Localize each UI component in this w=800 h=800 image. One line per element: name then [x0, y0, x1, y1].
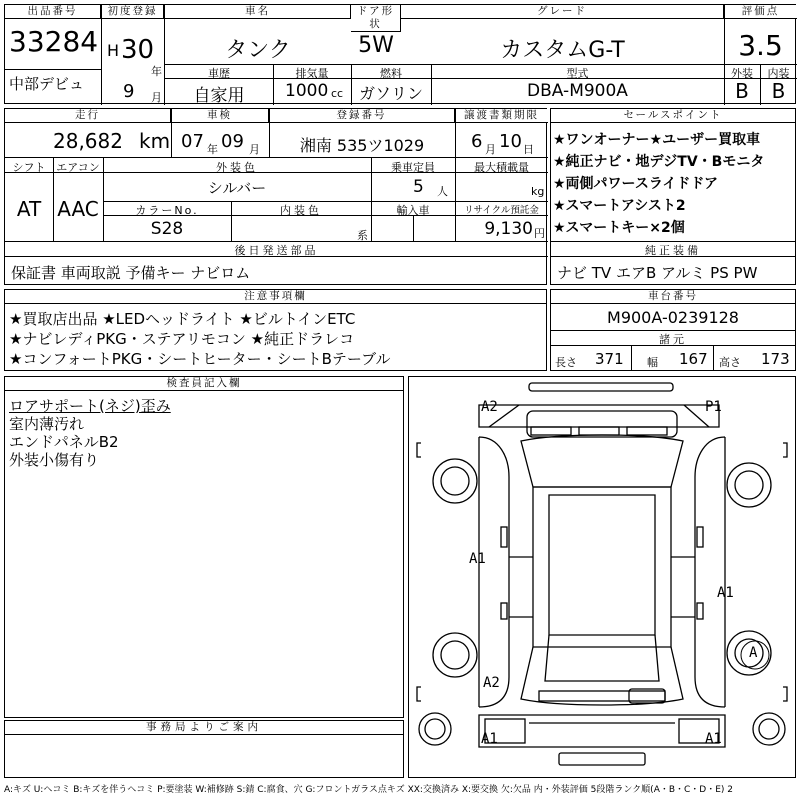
capacity-label: 乗車定員 — [391, 161, 435, 174]
width-label: 幅 — [647, 356, 658, 369]
int-grade: B — [771, 79, 786, 103]
recycle-label: リサイクル預託金 — [464, 205, 539, 216]
reg-month: 9 — [123, 81, 135, 102]
notes-line-1: ★買取店出品 ★LEDヘッドライト ★ビルトインETC — [9, 310, 356, 328]
plate: 湘南 535ツ1029 — [299, 136, 425, 155]
damage-label-p1: P1 — [705, 399, 722, 415]
car-outline-diagram — [409, 377, 795, 777]
damage-label-a1-bottom-right: A1 — [705, 731, 722, 747]
history-label: 車歴 — [208, 67, 230, 80]
chassis-number: M900A-0239128 — [607, 308, 739, 327]
inspector-line-4: 外装小傷有り — [9, 451, 100, 469]
mileage: 28,682 — [53, 129, 123, 153]
grade: カスタムG-T — [500, 38, 625, 63]
mileage-unit: km — [139, 129, 171, 153]
lot-number: 33284 — [9, 25, 99, 58]
reg-year: 30 — [121, 35, 155, 65]
capacity: 5 — [413, 177, 424, 197]
shaken-label: 車検 — [171, 109, 269, 123]
color-no: S28 — [150, 219, 184, 239]
damage-label-a2-rear: A2 — [483, 675, 500, 691]
capacity-unit: 人 — [437, 185, 448, 198]
ext-label: 外装 — [731, 67, 753, 80]
first-reg-label: 初度登録 — [102, 5, 164, 19]
shift-label: シフト — [12, 161, 46, 174]
shaken-year: 07 — [181, 131, 204, 152]
legend-text: A:キズ U:ヘコミ B:キズを伴うヘコミ P:要塗装 W:補修跡 S:錆 C:腐食、穴 G:フロントガラス点キズ XX:交換済み X:要交換 欠:欠品 内・外装評価 5段階ランク順(A・B・C・D・E) 2 — [4, 785, 734, 795]
door-type: 5W — [358, 33, 394, 58]
recycle-unit: 円 — [534, 227, 545, 240]
model-code: DBA-M900A — [527, 81, 628, 101]
transfer-day: 10 — [499, 131, 522, 152]
car-name: タンク — [225, 38, 291, 63]
recycle: 9,130 — [484, 219, 533, 239]
car-diagram — [408, 376, 796, 778]
disp-label: 排気量 — [295, 67, 329, 80]
mileage-label: 走行 — [5, 109, 171, 123]
door-label: ドア形状 — [351, 5, 401, 32]
width: 167 — [679, 350, 708, 368]
inspector-label: 検査員記入欄 — [5, 377, 403, 391]
transfer-day-unit: 日 — [523, 143, 534, 156]
chassis-block — [550, 289, 796, 371]
fuel: ガソリン — [358, 84, 423, 103]
vehicle-info-block — [4, 108, 547, 285]
height: 173 — [761, 350, 790, 368]
transfer-month: 6 — [471, 131, 483, 152]
ac: AAC — [57, 197, 99, 221]
office-block — [4, 720, 404, 778]
score: 3.5 — [738, 29, 783, 62]
sales-line-1: ★ワンオーナー★ユーザー買取車 — [553, 132, 761, 148]
length: 371 — [595, 350, 624, 368]
length-label: 長さ — [555, 356, 577, 369]
notes-line-2: ★ナビレディPKG・ステアリモコン ★純正ドラレコ — [9, 330, 355, 348]
load-label: 最大積載量 — [474, 161, 529, 174]
name-label: 車名 — [165, 5, 351, 19]
model-label: 型式 — [566, 67, 589, 80]
height-label: 高さ — [719, 356, 741, 369]
fuel-label: 燃料 — [380, 67, 402, 80]
shaken-month-unit: 月 — [249, 143, 260, 156]
era: H — [107, 41, 120, 60]
equip-items: ナビ TV エアB アルミ PS PW — [557, 264, 758, 282]
grade-label: グレード — [401, 5, 724, 19]
displacement: 1000 — [285, 81, 329, 101]
transfer-label: 譲渡書類期限 — [455, 109, 548, 123]
damage-label-a1-bottom-left: A1 — [481, 731, 498, 747]
sales-line-3: ★両側パワースライドドア — [553, 176, 719, 192]
inspector-line-1: ロアサポート(ネジ)歪み — [9, 397, 171, 415]
score-label: 評価点 — [724, 5, 797, 19]
notes-block — [4, 289, 547, 371]
chassis-label: 車台番号 — [551, 290, 795, 304]
year-unit: 年 — [151, 65, 162, 78]
color-label: 外装色 — [216, 161, 258, 174]
plate-label: 登録番号 — [269, 109, 455, 123]
header-block — [4, 4, 796, 104]
sales-line-4: ★スマートアシスト2 — [553, 198, 686, 214]
interior-unit: 系 — [357, 229, 368, 242]
dims-label: 諸元 — [659, 333, 687, 346]
office-label: 事務局よりご案内 — [5, 721, 403, 735]
inspector-line-3: エンドパネルB2 — [9, 433, 119, 451]
inspector-block — [4, 376, 404, 718]
notes-line-3: ★コンフォートPKG・シートヒーター・シートBテーブル — [9, 350, 391, 368]
disp-unit: cc — [331, 87, 344, 100]
transfer-month-unit: 月 — [485, 143, 496, 156]
colorno-label: カラーNo. — [135, 204, 199, 217]
equip-label: 純正装備 — [645, 244, 701, 257]
interior-label: 内装色 — [280, 204, 322, 217]
venue: 中部デビュ — [9, 75, 85, 93]
month-unit: 月 — [151, 91, 162, 104]
ac-label: エアコン — [56, 161, 100, 174]
ext-grade: B — [735, 79, 749, 103]
notes-label: 注意事項欄 — [5, 290, 546, 304]
history: 自家用 — [193, 86, 245, 106]
damage-label-a1-right: A1 — [717, 585, 734, 601]
shaken-month: 09 — [221, 131, 244, 152]
sales-line-2: ★純正ナビ・地デジTV・Bモニタ — [553, 154, 765, 170]
damage-label-a2-front: A2 — [481, 399, 498, 415]
damage-label-a1-left: A1 — [469, 551, 486, 567]
later-label: 後日発送部品 — [234, 244, 319, 257]
shaken-year-unit: 年 — [207, 143, 218, 156]
load-unit: kg — [531, 185, 545, 198]
color: シルバー — [207, 179, 267, 197]
lot-label: 出品番号 — [5, 5, 101, 19]
sales-point-block — [550, 108, 796, 285]
inspector-line-2: 室内薄汚れ — [9, 415, 85, 433]
later-items: 保証書 車両取説 予備キー ナビロム — [11, 264, 251, 282]
sales-line-5: ★スマートキー×2個 — [553, 220, 685, 236]
sales-label: セールスポイント — [551, 109, 795, 123]
damage-label-a-right: A — [749, 645, 758, 661]
import-label: 輸入車 — [396, 204, 430, 217]
shift: AT — [16, 197, 42, 221]
int-label: 内装 — [767, 67, 790, 80]
